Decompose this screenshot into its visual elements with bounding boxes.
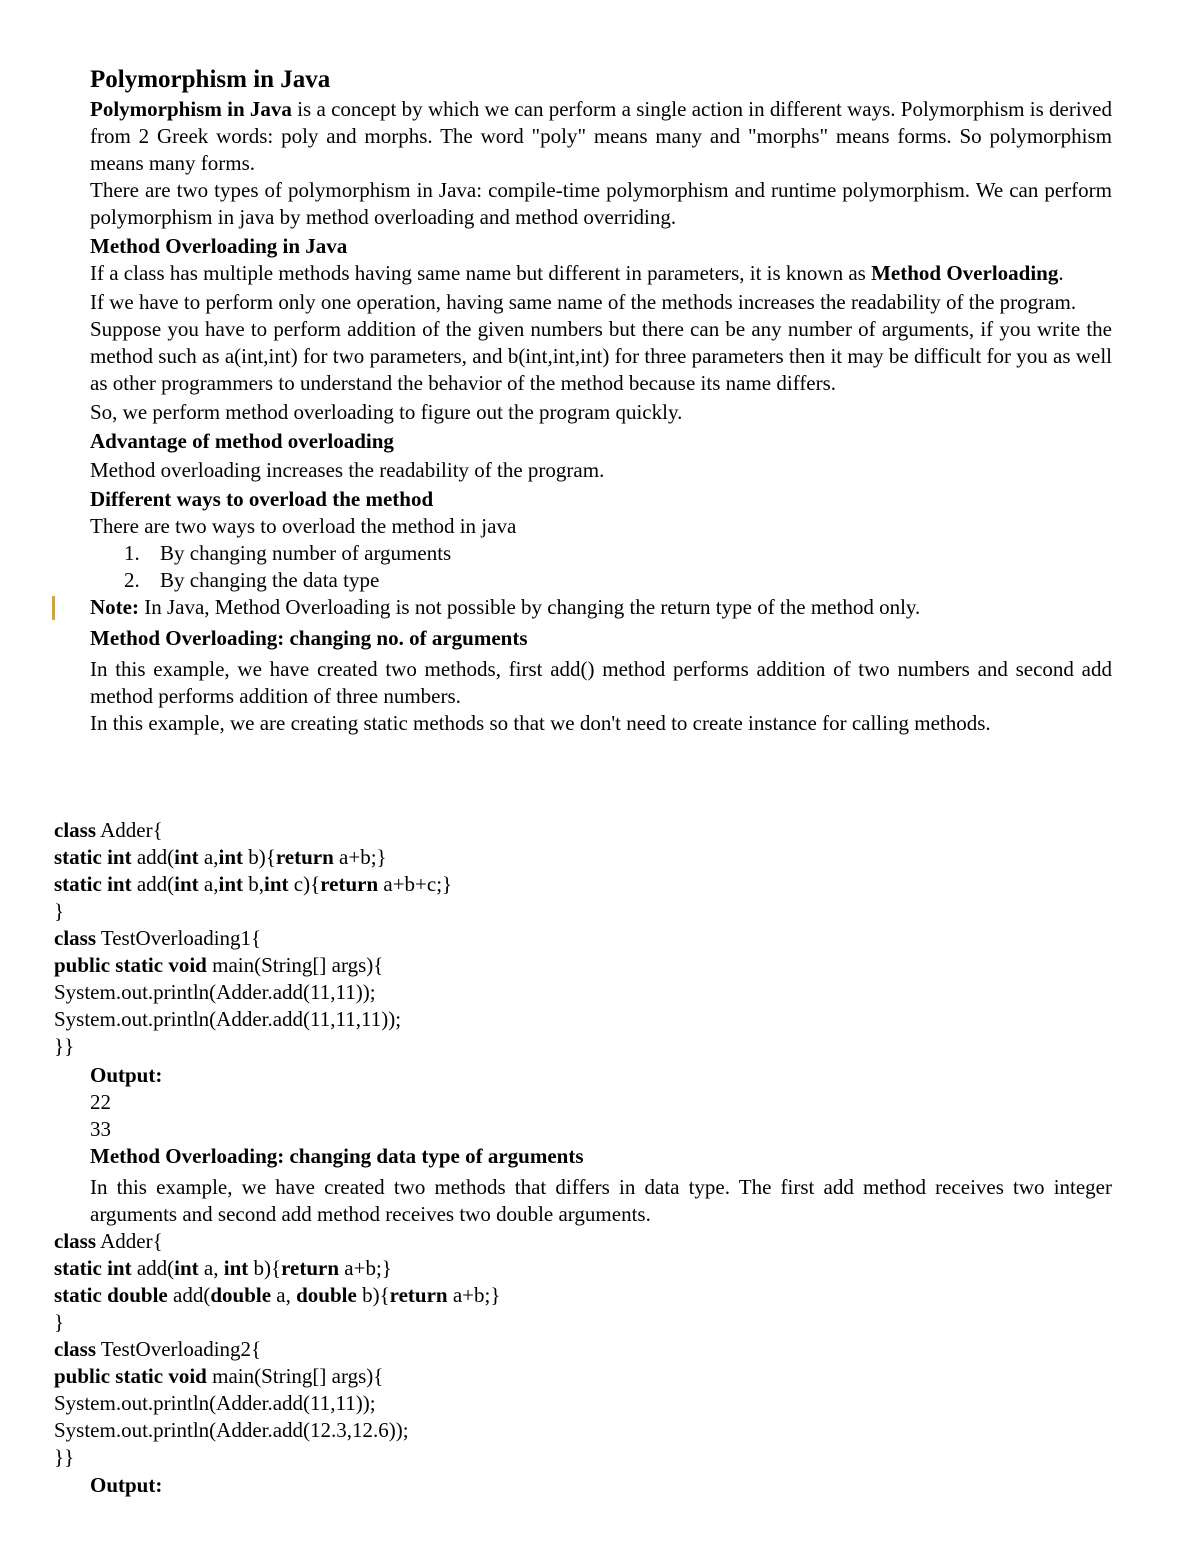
main-text-column xyxy=(90,64,1112,737)
code-line xyxy=(54,1336,1114,1363)
page-title: Polymorphism in Java xyxy=(90,66,331,93)
output-label-1: Output: xyxy=(90,1063,163,1087)
code-line xyxy=(54,844,1114,871)
so-paragraph: So, we perform method overloading to figure out the program quickly. xyxy=(90,400,683,424)
code-text: a, xyxy=(198,872,219,896)
code-keyword: int xyxy=(218,845,244,869)
code-text: a+b;} xyxy=(339,1256,392,1280)
code-text: Adder{ xyxy=(96,818,163,842)
code-keyword: int xyxy=(264,872,289,896)
code-text: System.out.println(Adder.add(11,11,11)); xyxy=(54,1007,402,1031)
code-text: TestOverloading1{ xyxy=(96,926,262,950)
code-text: add( xyxy=(131,872,175,896)
code-line xyxy=(54,1444,1114,1471)
code-text: System.out.println(Adder.add(12.3,12.6)); xyxy=(54,1418,409,1442)
code-keyword: static double xyxy=(54,1283,168,1307)
code-text: System.out.println(Adder.add(11,11)); xyxy=(54,980,376,1004)
code-block-2 xyxy=(54,1228,1114,1471)
list-item xyxy=(90,540,1112,567)
example2-paragraph-1: In this example, we have created two methods that differs in data type. The first add method receives two integer arguments and second add method receives two double arguments. xyxy=(90,1175,1112,1226)
code-keyword: int xyxy=(223,1256,249,1280)
ways-list xyxy=(90,540,1112,594)
code-text: main(String[] args){ xyxy=(206,1364,384,1388)
code-line xyxy=(54,1309,1114,1336)
change-marker-bar xyxy=(52,596,55,620)
code-line xyxy=(54,1255,1114,1282)
code-keyword: public static void xyxy=(54,1364,207,1388)
code-text: b){ xyxy=(356,1283,390,1307)
code-line xyxy=(54,1363,1114,1390)
code-text: } xyxy=(54,899,65,923)
intro-rest: is a concept by which we can perform a single action in different ways. Polymorphism is derived from 2 Greek words: poly and morphs. The word "poly" means many and "morphs" means forms. So polymorphism means many forms. xyxy=(90,97,1112,175)
code-text: c){ xyxy=(288,872,321,896)
overloading-heading: Method Overloading in Java xyxy=(90,234,348,258)
ways-heading: Different ways to overload the method xyxy=(90,487,434,511)
code-keyword: int xyxy=(174,1256,199,1280)
code-line xyxy=(54,817,1114,844)
ways-intro: There are two ways to overload the method in java xyxy=(90,514,517,538)
code-keyword: class xyxy=(54,818,96,842)
code-line xyxy=(54,1282,1114,1309)
example1-output-block xyxy=(90,1062,1112,1228)
list-text: By changing number of arguments xyxy=(160,541,452,565)
code-text: main(String[] args){ xyxy=(206,953,384,977)
code-text: add( xyxy=(131,1256,175,1280)
suppose-paragraph: Suppose you have to perform addition of the given numbers but there can be any number of arguments, if you write the method such as a(int,int) for two parameters, and b(int,int,int) for three parameters then it may be difficult for you as well as other programmers to understand the behavior of the method because its name differs. xyxy=(90,317,1112,395)
intro-paragraph xyxy=(90,96,1112,177)
code-keyword: double xyxy=(210,1283,272,1307)
code-keyword: public static void xyxy=(54,953,207,977)
code-text: }} xyxy=(54,1445,75,1469)
code-keyword: int xyxy=(174,872,199,896)
code-line xyxy=(54,898,1114,925)
code-keyword: return xyxy=(320,872,379,896)
example1-paragraph-1: In this example, we have created two methods, first add() method performs addition of two numbers and second add method performs addition of three numbers. xyxy=(90,657,1112,708)
note-line xyxy=(90,594,1112,621)
output-value: 33 xyxy=(90,1117,111,1141)
code-keyword: int xyxy=(174,845,199,869)
code-text: a+b;} xyxy=(447,1283,501,1307)
code-keyword: class xyxy=(54,926,96,950)
code-line xyxy=(54,925,1114,952)
example2-output-block xyxy=(90,1472,1112,1499)
code-text: TestOverloading2{ xyxy=(96,1337,262,1361)
list-number: 1. xyxy=(124,541,140,565)
code-text: add( xyxy=(167,1283,211,1307)
intro-lead: Polymorphism in Java xyxy=(90,97,292,121)
code-keyword: return xyxy=(281,1256,340,1280)
code-keyword: static int xyxy=(54,845,132,869)
code-keyword: return xyxy=(389,1283,448,1307)
code-text: a, xyxy=(198,845,219,869)
code-text: add( xyxy=(131,845,175,869)
def-bold: Method Overloading xyxy=(871,261,1059,285)
code-keyword: class xyxy=(54,1229,96,1253)
readability-paragraph: If we have to perform only one operation, having same name of the methods increases the readability of the program. xyxy=(90,290,1077,314)
note-text: In Java, Method Overloading is not possible by changing the return type of the method only. xyxy=(138,595,921,619)
code-text: a, xyxy=(198,1256,224,1280)
code-text: }} xyxy=(54,1034,75,1058)
output-label-2: Output: xyxy=(90,1473,163,1497)
code-text: Adder{ xyxy=(96,1229,163,1253)
code-text: a+b+c;} xyxy=(378,872,453,896)
code-text: b){ xyxy=(248,1256,282,1280)
list-number: 2. xyxy=(124,568,140,592)
list-text: By changing the data type xyxy=(160,568,380,592)
output-value: 22 xyxy=(90,1090,111,1114)
code-text: } xyxy=(54,1310,65,1334)
code-line xyxy=(54,1228,1114,1255)
code-block-1 xyxy=(54,817,1114,1060)
code-text: System.out.println(Adder.add(11,11)); xyxy=(54,1391,376,1415)
code-text: a, xyxy=(271,1283,297,1307)
code-line xyxy=(54,871,1114,898)
example1-heading: Method Overloading: changing no. of arguments xyxy=(90,626,528,650)
list-item xyxy=(90,567,1112,594)
def-post: . xyxy=(1058,261,1064,285)
code-keyword: double xyxy=(296,1283,357,1307)
code-line xyxy=(54,1390,1114,1417)
code-line xyxy=(54,1033,1114,1060)
advantage-heading: Advantage of method overloading xyxy=(90,429,394,453)
code-keyword: class xyxy=(54,1337,96,1361)
code-line xyxy=(54,1417,1114,1444)
code-text: b, xyxy=(243,872,265,896)
advantage-text: Method overloading increases the readability of the program. xyxy=(90,458,605,482)
code-keyword: return xyxy=(275,845,334,869)
example2-heading: Method Overloading: changing data type of arguments xyxy=(90,1144,584,1168)
code-line xyxy=(54,952,1114,979)
code-keyword: int xyxy=(218,872,244,896)
code-line xyxy=(54,1006,1114,1033)
note-label: Note: xyxy=(90,595,139,619)
code-text: a+b;} xyxy=(333,845,387,869)
types-paragraph: There are two types of polymorphism in Java: compile-time polymorphism and runtime polymorphism. We can perform polymorphism in java by method overloading and method overriding. xyxy=(90,178,1112,229)
code-keyword: static int xyxy=(54,1256,132,1280)
overloading-definition xyxy=(90,260,1112,287)
code-text: b){ xyxy=(243,845,276,869)
code-line xyxy=(54,979,1114,1006)
example1-paragraph-2: In this example, we are creating static methods so that we don't need to create instance for calling methods. xyxy=(90,711,991,735)
code-keyword: static int xyxy=(54,872,132,896)
def-pre: If a class has multiple methods having same name but different in parameters, it is known as xyxy=(90,261,872,285)
